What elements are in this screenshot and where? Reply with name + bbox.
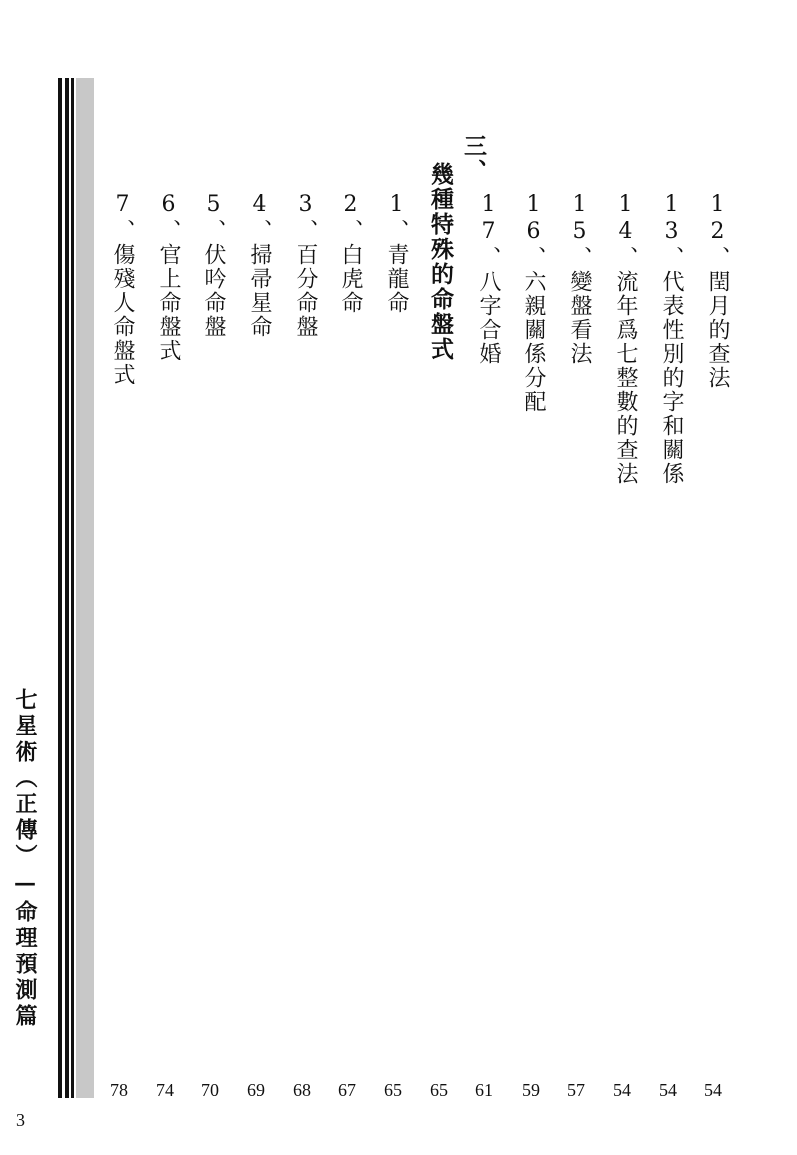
border-line	[65, 78, 69, 1098]
page-number: 74	[156, 1080, 174, 1100]
page-number: 70	[201, 1080, 219, 1100]
page-number: 57	[567, 1080, 585, 1100]
page-number: 68	[293, 1080, 311, 1100]
toc-entry-s5[interactable]: 5、伏吟命盤	[201, 192, 226, 339]
toc-entry-15[interactable]: 15、變盤看法	[567, 192, 592, 366]
page-number: 61	[475, 1080, 493, 1100]
toc-entry-16[interactable]: 16、六親關係分配	[521, 192, 546, 414]
running-title: 七星術（正傳）—命理預測篇	[12, 688, 38, 1030]
border-line	[71, 78, 74, 1098]
toc-entry-s6[interactable]: 6、官上命盤式	[156, 192, 181, 363]
folio-number: 3	[16, 1110, 25, 1130]
toc-entry-s2[interactable]: 2、白虎命	[338, 192, 363, 315]
toc-entry-12[interactable]: 12、閏月的查法	[705, 192, 730, 390]
page-number: 69	[247, 1080, 265, 1100]
page-number: 54	[659, 1080, 677, 1100]
toc-entry-14[interactable]: 14、流年爲七整數的查法	[613, 192, 638, 486]
section-title: 幾種特殊的命盤式	[427, 162, 454, 362]
page-number: 65	[430, 1080, 448, 1100]
section-number: 三、	[460, 134, 487, 184]
toc-entry-s4[interactable]: 4、掃帚星命	[247, 192, 272, 339]
toc-entry-s3[interactable]: 3、百分命盤	[293, 192, 318, 339]
toc-entry-13[interactable]: 13、代表性別的字和關係	[659, 192, 684, 486]
toc-entry-s1[interactable]: 1、青龍命	[384, 192, 409, 315]
page-number: 54	[613, 1080, 631, 1100]
border-band	[76, 78, 94, 1098]
toc-section-heading[interactable]	[424, 134, 490, 362]
page-number: 65	[384, 1080, 402, 1100]
page-number: 54	[704, 1080, 722, 1100]
border-line	[58, 78, 62, 1098]
page-number: 67	[338, 1080, 356, 1100]
page-number: 59	[522, 1080, 540, 1100]
page-number: 78	[110, 1080, 128, 1100]
toc-entry-17[interactable]: 17、八字合婚	[476, 192, 501, 366]
toc-entry-s7[interactable]: 7、傷殘人命盤式	[110, 192, 135, 387]
